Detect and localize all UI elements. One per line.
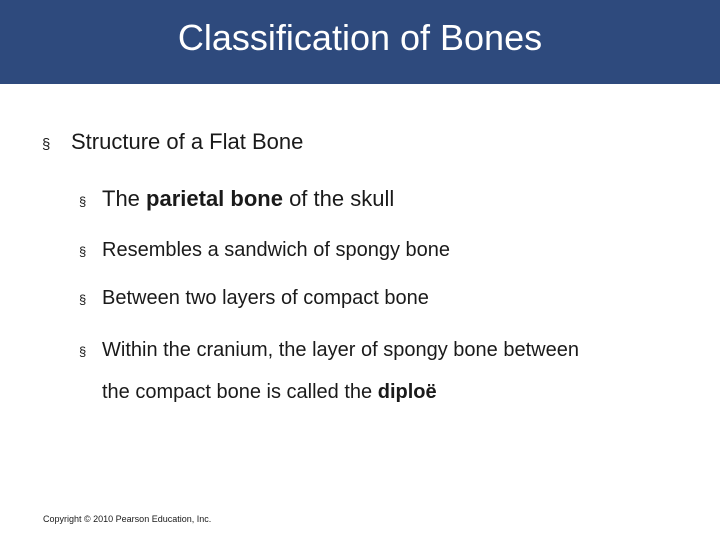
- bold-term: parietal bone: [146, 186, 283, 211]
- section-bullet-icon: §: [42, 136, 51, 153]
- section-bullet-icon: §: [79, 292, 87, 307]
- bullet-text: Within the cranium, the layer of spongy bone between: [102, 339, 579, 361]
- bullet-between-layers: [79, 287, 429, 310]
- copyright-notice: Copyright © 2010 Pearson Education, Inc.: [43, 514, 212, 524]
- bullet-level1: [42, 129, 303, 155]
- bullet-cranium-diploe: [79, 339, 579, 362]
- bullet-text: The parietal bone of the skull: [102, 186, 395, 211]
- section-bullet-icon: §: [79, 344, 87, 359]
- section-bullet-icon: §: [79, 244, 87, 259]
- slide-title: Classification of Bones: [177, 17, 543, 58]
- bullet-text: Between two layers of compact bone: [102, 287, 429, 309]
- bullet-parietal-bone: [79, 186, 394, 212]
- bullet-resembles-sandwich: [79, 239, 450, 262]
- bold-term: diploë: [377, 381, 437, 403]
- bullet-text: Resembles a sandwich of spongy bone: [102, 239, 450, 261]
- bullet-cranium-diploe-continuation: the compact bone is called the diploë: [102, 381, 437, 403]
- bullet-text: Structure of a Flat Bone: [71, 129, 304, 154]
- section-bullet-icon: §: [79, 194, 87, 209]
